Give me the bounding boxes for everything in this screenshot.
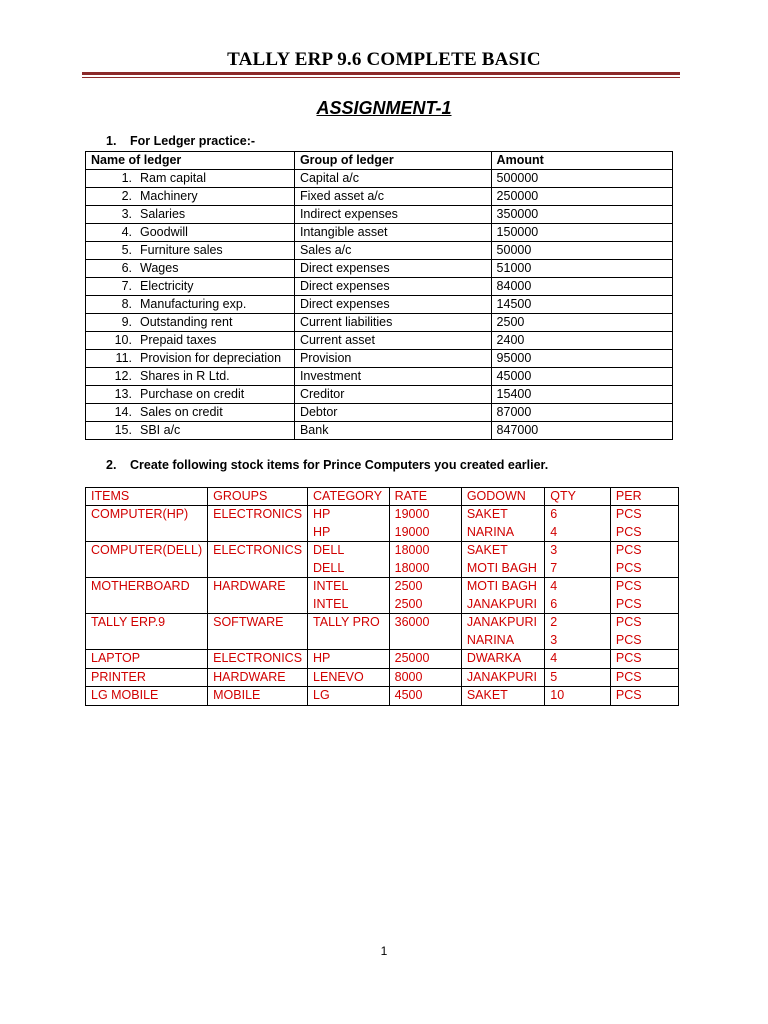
ledger-name-text: Machinery [140,189,198,203]
ledger-amount: 45000 [491,368,672,386]
ledger-amount: 14500 [491,296,672,314]
stock-qty-value: 6 [550,507,558,521]
stock-qty [545,668,611,687]
ledger-name-text: Provision for depreciation [140,351,282,365]
ledger-name [86,332,295,350]
stock-per-value: PCS [615,524,642,539]
stock-item: TALLY ERP.9 [86,614,208,650]
stock-godown-value: JANAKPURI [466,596,537,611]
stock-godown [461,650,544,669]
ledger-name-text: Prepaid taxes [140,333,217,347]
ledger-number: 3. [121,207,132,221]
stock-rate-value: 18000 [394,560,430,575]
ledger-amount: 150000 [491,224,672,242]
ledger-name-text: Electricity [140,279,194,293]
ledger-name [86,296,295,314]
stock-per-value: PCS [615,543,642,557]
stock-category-value: LG [313,688,330,702]
stock-godown-value: SAKET [466,688,508,702]
ledger-header-name: Name of ledger [86,152,295,170]
table-row [86,404,673,422]
title-rule-thin [82,77,680,78]
stock-godown [461,542,544,578]
ledger-header-group: Group of ledger [294,152,491,170]
ledger-name [86,206,295,224]
stock-rate-value: 19000 [394,524,430,539]
ledger-name [86,404,295,422]
stock-group: HARDWARE [208,578,308,614]
ledger-group: Direct expenses [294,278,491,296]
stock-category [308,668,390,687]
stock-per-value: PCS [615,632,642,647]
ledger-name [86,242,295,260]
section1-heading-text: For Ledger practice:- [130,134,256,148]
section1-number: 1. [106,134,117,148]
ledger-number: 5. [121,243,132,257]
stock-rate [389,578,461,614]
ledger-name-text: Ram capital [140,171,206,185]
table-row [86,386,673,404]
stock-rate [389,614,461,650]
stock-category [308,506,390,542]
ledger-name-text: SBI a/c [140,423,181,437]
stock-table [85,487,679,706]
ledger-number: 12. [114,369,132,383]
stock-header-godown: GODOWN [461,488,544,506]
stock-qty-value: 3 [550,543,558,557]
ledger-group: Direct expenses [294,260,491,278]
stock-group: ELECTRONICS [208,542,308,578]
stock-per-value: PCS [615,596,642,611]
ledger-amount: 84000 [491,278,672,296]
ledger-name-text: Shares in R Ltd. [140,369,230,383]
table-row [86,314,673,332]
ledger-name [86,422,295,440]
table-row [86,578,679,614]
ledger-amount: 2400 [491,332,672,350]
ledger-amount: 350000 [491,206,672,224]
title-rule-thick [82,72,680,75]
stock-header-qty: QTY [545,488,611,506]
table-row [86,206,673,224]
stock-item: LG MOBILE [86,687,208,706]
stock-rate-value: 2500 [394,579,423,593]
ledger-number: 10. [114,333,132,347]
ledger-amount: 51000 [491,260,672,278]
ledger-amount: 50000 [491,242,672,260]
stock-rate [389,542,461,578]
ledger-name [86,278,295,296]
table-row [86,614,679,650]
stock-qty-value: 4 [550,579,558,593]
ledger-amount: 250000 [491,188,672,206]
section1-heading [106,134,255,148]
stock-per-value: PCS [615,669,642,684]
stock-per-value: PCS [615,615,642,629]
stock-header-items: ITEMS [86,488,208,506]
stock-per [610,668,678,687]
stock-qty-value: 2 [550,615,558,629]
stock-godown-value: SAKET [466,507,508,521]
stock-group: HARDWARE [208,668,308,687]
stock-category-value: DELL [313,560,345,575]
stock-category [308,578,390,614]
stock-godown [461,614,544,650]
ledger-group: Direct expenses [294,296,491,314]
ledger-group: Indirect expenses [294,206,491,224]
stock-per [610,650,678,669]
stock-godown-value: MOTI BAGH [466,560,537,575]
stock-qty-value: 10 [550,688,565,702]
table-row [86,332,673,350]
stock-category-value: INTEL [313,579,349,593]
stock-qty [545,614,611,650]
stock-godown-value: SAKET [466,543,508,557]
ledger-amount: 87000 [491,404,672,422]
stock-group: ELECTRONICS [208,506,308,542]
stock-qty [545,578,611,614]
ledger-name [86,314,295,332]
stock-per [610,578,678,614]
ledger-name-text: Wages [140,261,179,275]
stock-godown-value: MOTI BAGH [466,579,537,593]
stock-category [308,542,390,578]
section2-heading-text: Create following stock items for Prince Computers you created earlier. [130,458,549,472]
ledger-group: Debtor [294,404,491,422]
ledger-name [86,170,295,188]
stock-godown-value: NARINA [466,524,515,539]
stock-header-groups: GROUPS [208,488,308,506]
stock-godown [461,506,544,542]
ledger-name-text: Sales on credit [140,405,223,419]
ledger-number: 7. [121,279,132,293]
table-row [86,687,679,706]
stock-rate-value: 2500 [394,596,423,611]
stock-qty [545,542,611,578]
stock-rate-value: 18000 [394,543,430,557]
stock-category [308,687,390,706]
section2-number: 2. [106,458,117,472]
ledger-header-amount: Amount [491,152,672,170]
stock-rate [389,668,461,687]
stock-godown-value: JANAKPURI [466,669,537,684]
table-row [86,668,679,687]
stock-rate-value: 36000 [394,615,430,629]
ledger-name [86,188,295,206]
ledger-table-header-row [86,152,673,170]
ledger-amount: 500000 [491,170,672,188]
table-row [86,368,673,386]
ledger-name-text: Purchase on credit [140,387,245,401]
ledger-number: 1. [121,171,132,185]
table-row [86,170,673,188]
stock-category-value: HP [313,524,331,539]
stock-category [308,650,390,669]
stock-godown-value: JANAKPURI [466,615,537,629]
ledger-amount: 2500 [491,314,672,332]
ledger-name [86,368,295,386]
ledger-group: Fixed asset a/c [294,188,491,206]
ledger-group: Current asset [294,332,491,350]
stock-item: LAPTOP [86,650,208,669]
stock-per-value: PCS [615,507,642,521]
ledger-table [85,151,673,440]
table-row [86,242,673,260]
table-row [86,350,673,368]
stock-per-value: PCS [615,579,642,593]
ledger-number: 15. [114,423,132,437]
stock-godown [461,578,544,614]
stock-per-value: PCS [615,560,642,575]
table-row [86,224,673,242]
ledger-name [86,350,295,368]
table-row [86,650,679,669]
ledger-group: Capital a/c [294,170,491,188]
stock-per [610,614,678,650]
table-row [86,542,679,578]
stock-category-value: LENEVO [313,669,364,684]
stock-header-category: CATEGORY [308,488,390,506]
ledger-name-text: Furniture sales [140,243,223,257]
stock-per-value: PCS [615,651,642,665]
ledger-name-text: Salaries [140,207,186,221]
ledger-group: Creditor [294,386,491,404]
stock-per-value: PCS [615,688,642,702]
page-number: 1 [380,944,388,958]
stock-qty-value: 3 [550,632,558,647]
ledger-amount: 847000 [491,422,672,440]
stock-qty-value: 5 [550,669,558,684]
stock-rate-value: 8000 [394,669,423,684]
ledger-number: 13. [114,387,132,401]
table-row [86,278,673,296]
ledger-group: Intangible asset [294,224,491,242]
stock-qty-value: 4 [550,651,558,665]
stock-godown-value: NARINA [466,632,515,647]
stock-item: PRINTER [86,668,208,687]
stock-qty-value: 4 [550,524,558,539]
stock-per [610,542,678,578]
stock-rate-value: 19000 [394,507,430,521]
stock-rate [389,506,461,542]
table-row [86,506,679,542]
ledger-number: 2. [121,189,132,203]
ledger-number: 8. [121,297,132,311]
stock-godown [461,687,544,706]
document-title: TALLY ERP 9.6 COMPLETE BASIC [227,49,541,70]
stock-qty [545,506,611,542]
table-row [86,296,673,314]
stock-rate [389,687,461,706]
ledger-name-text: Goodwill [140,225,188,239]
ledger-amount: 15400 [491,386,672,404]
stock-qty-value: 7 [550,560,558,575]
stock-rate-value: 4500 [394,688,423,702]
table-row [86,422,673,440]
ledger-number: 14. [114,405,132,419]
ledger-name [86,260,295,278]
stock-per [610,506,678,542]
stock-qty [545,650,611,669]
ledger-number: 11. [115,351,132,365]
ledger-group: Bank [294,422,491,440]
stock-category-value: DELL [313,543,345,557]
ledger-number: 4. [121,225,132,239]
stock-header-per: PER [610,488,678,506]
ledger-group: Provision [294,350,491,368]
stock-category-value: INTEL [313,596,349,611]
section2-heading [106,458,548,472]
stock-rate-value: 25000 [394,651,430,665]
stock-table-header-row [86,488,679,506]
stock-category-value: HP [313,651,331,665]
stock-group: ELECTRONICS [208,650,308,669]
ledger-name-text: Outstanding rent [140,315,233,329]
ledger-number: 9. [121,315,132,329]
ledger-group: Sales a/c [294,242,491,260]
stock-item: COMPUTER(HP) [86,506,208,542]
stock-per [610,687,678,706]
stock-qty [545,687,611,706]
stock-item: COMPUTER(DELL) [86,542,208,578]
stock-godown-value: DWARKA [466,651,522,665]
stock-category-value: TALLY PRO [313,615,380,629]
ledger-group: Current liabilities [294,314,491,332]
ledger-number: 6. [121,261,132,275]
ledger-name [86,386,295,404]
stock-header-rate: RATE [389,488,461,506]
stock-group: SOFTWARE [208,614,308,650]
ledger-amount: 95000 [491,350,672,368]
ledger-name-text: Manufacturing exp. [140,297,247,311]
stock-group: MOBILE [208,687,308,706]
stock-qty-value: 6 [550,596,558,611]
stock-rate [389,650,461,669]
table-row [86,188,673,206]
stock-godown [461,668,544,687]
ledger-name [86,224,295,242]
ledger-group: Investment [294,368,491,386]
assignment-title: ASSIGNMENT-1 [316,98,452,118]
stock-category-value: HP [313,507,331,521]
stock-category [308,614,390,650]
table-row [86,260,673,278]
stock-item: MOTHERBOARD [86,578,208,614]
